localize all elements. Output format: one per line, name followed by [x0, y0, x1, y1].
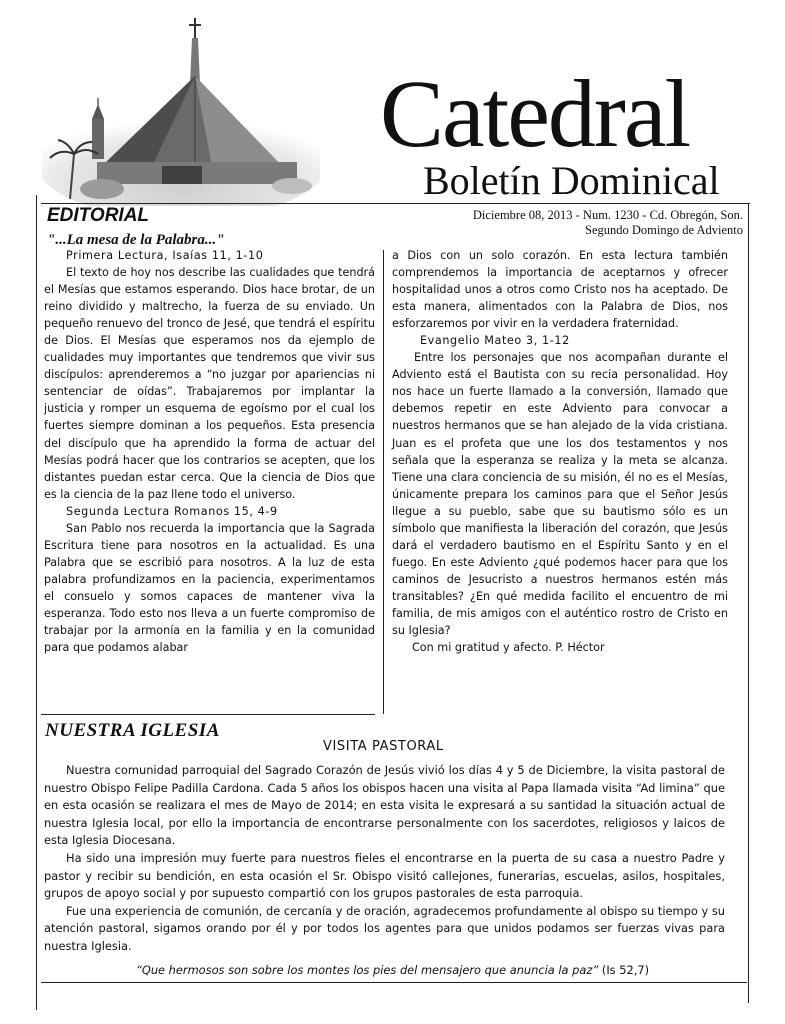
second-reading-title: Segunda Lectura Romanos 15, 4-9 — [66, 504, 278, 518]
cathedral-illustration-icon — [42, 14, 320, 206]
gospel-text: Entre los personajes que nos acompañan durante el Adviento está el Bautista con su recia personalidad. Hoy nos hace un fuerte llamado a la conversión, llamado que debemos repetir en este Adviento para convocar a nuestros hermanos que se han alejado de la vida cristiana. Juan es el profeta que une los dos testamentos y nos señala que la esperanza se realiza y la meta se alcanza. Tiene una clara conciencia de su misión, él no es el Mesías, únicamente prepara los caminos para que el Señor Jesús llegue a su pueblo, sabe que su bautismo sólo es un símbolo que manifiesta la liberación del corazón, que Jesús dará el verdadero bautismo en el Espíritu Santo y en el fuego. En este Adviento ¿qué podemos hacer para que los caminos de Jesucristo a nuestros hermanos estén más transitables? ¿En qué medida facilito el encuentro de mi familia, de mis amigos con el auténtico rostro de Cristo en su Iglesia? — [392, 351, 728, 638]
editorial-subtitle: "...La mesa de la Palabra..." — [47, 232, 225, 248]
quote-text: “Que hermosos son sobre los montes los pies del mensajero que anuncia la paz” — [135, 963, 599, 977]
article-paragraph: Ha sido una impresión muy fuerte para nuestros fieles el encontrarse en la puerta de su casa a nuestro Padre y pastor y recibir su bendición, en esta ocasión el Sr. Obispo visitó callejones, funerarias, escuelas, asilos, hospitales, grupos de apoyo social y por supuesto compartió con los grupos pastorales de esta parroquia. — [44, 850, 725, 901]
column-divider — [383, 250, 384, 714]
masthead-subtitle: Boletín Dominical — [423, 158, 720, 203]
editorial-left-column — [44, 247, 375, 656]
footer-rule — [41, 982, 747, 983]
liturgical-sunday: Segundo Domingo de Adviento — [585, 223, 743, 237]
right-border — [748, 203, 749, 1003]
issue-line: Diciembre 08, 2013 - Num. 1230 - Cd. Obregón, Son. — [472, 208, 743, 222]
editorial-label: EDITORIAL — [47, 205, 150, 226]
article-body — [44, 762, 725, 956]
second-reading-text: San Pablo nos recuerda la importancia que la Sagrada Escritura tiene para nosotros en la actualidad. Es una Palabra que se escribió para nosotros. A la luz de esta palabra profundizamos en la paciencia, experimentamos el consuelo y somos capaces de mantener viva la esperanza. Todo esto nos lleva a un fuerte compromiso de trabajar por la armonía en la familia y en la comunidad para que podamos alabar — [44, 521, 375, 655]
left-border — [36, 195, 37, 1010]
editorial-right-column — [392, 247, 728, 656]
header-rule — [41, 203, 750, 204]
first-reading-text: El texto de hoy nos describe las cualidades que tendrá el Mesías que estamos esperando. Dios hace brotar, de un reino dividido y maltrecho, la fuerza de su enviado. Un pequeño renuevo del tronco de Jesé, que tendrá el espíritu de Dios. El Mesías que esperamos nos da ejemplo de cualidades muy importantes que tendremos que vivir sus discípulos: aprenderemos a “no juzgar por apariencias ni sentenciar de oídas”. Trabajaremos por implantar la justicia y romper un esquema de egoísmo por el cual los fuertes siempre dominan a los pequeños. Esta presencia del discípulo que ha aprendido la forma de actuar del Mesías podrá hacer que los contrarios se acepten, que los distantes puedan estar cerca. Que la ciencia de Dios que es la ciencia de la paz llene todo el universo. — [44, 266, 375, 501]
quote-reference: (Is 52,7) — [601, 963, 650, 977]
article-paragraph: Fue una experiencia de comunión, de cercanía y de oración, agradecemos profundamente al obispo su tiempo y su atención pastoral, sigamos orando por él y por todos los agentes para que unidos podamos ser fuerzas vivas para nuestra Iglesia. — [44, 903, 725, 953]
first-reading-title: Primera Lectura, Isaías 11, 1-10 — [66, 249, 264, 262]
gospel-title: Evangelio Mateo 3, 1-12 — [420, 334, 570, 348]
second-reading-continued: a Dios con un solo corazón. En esta lectura también comprendemos la importancia de aceptarnos y ofrecer hospitalidad unos a otros como Cristo nos ha aceptado. De esta manera, alimentados con la Palabra de Dios, nos esforzaremos por vivir en la verdadera fraternidad. — [392, 249, 728, 331]
signature: Con mi gratitud y afecto. P. Héctor — [412, 641, 605, 655]
article-paragraph: Nuestra comunidad parroquial del Sagrado Corazón de Jesús vivió los días 4 y 5 de Diciembre, la visita pastoral de nuestro Obispo Felipe Padilla Cardona. Cada 5 años los obispos hacen una visita al Papa llamada visita “Ad limina” que en esta ocasión se realizara el mes de Mayo de 2014; en esta visita le expresará a su santidad la situación actual de nuestra Iglesia local, por ello la importancia de encontrarse personalmente con los sacerdotes, religiosos y laicos de esta Iglesia Diocesana. — [44, 763, 725, 848]
closing-quote — [0, 962, 785, 978]
section-label: NUESTRA IGLESIA — [45, 720, 220, 741]
article-title: VISITA PASTORAL — [323, 739, 444, 754]
masthead-title: Catedral — [380, 60, 690, 167]
editorial-rule — [41, 714, 375, 715]
